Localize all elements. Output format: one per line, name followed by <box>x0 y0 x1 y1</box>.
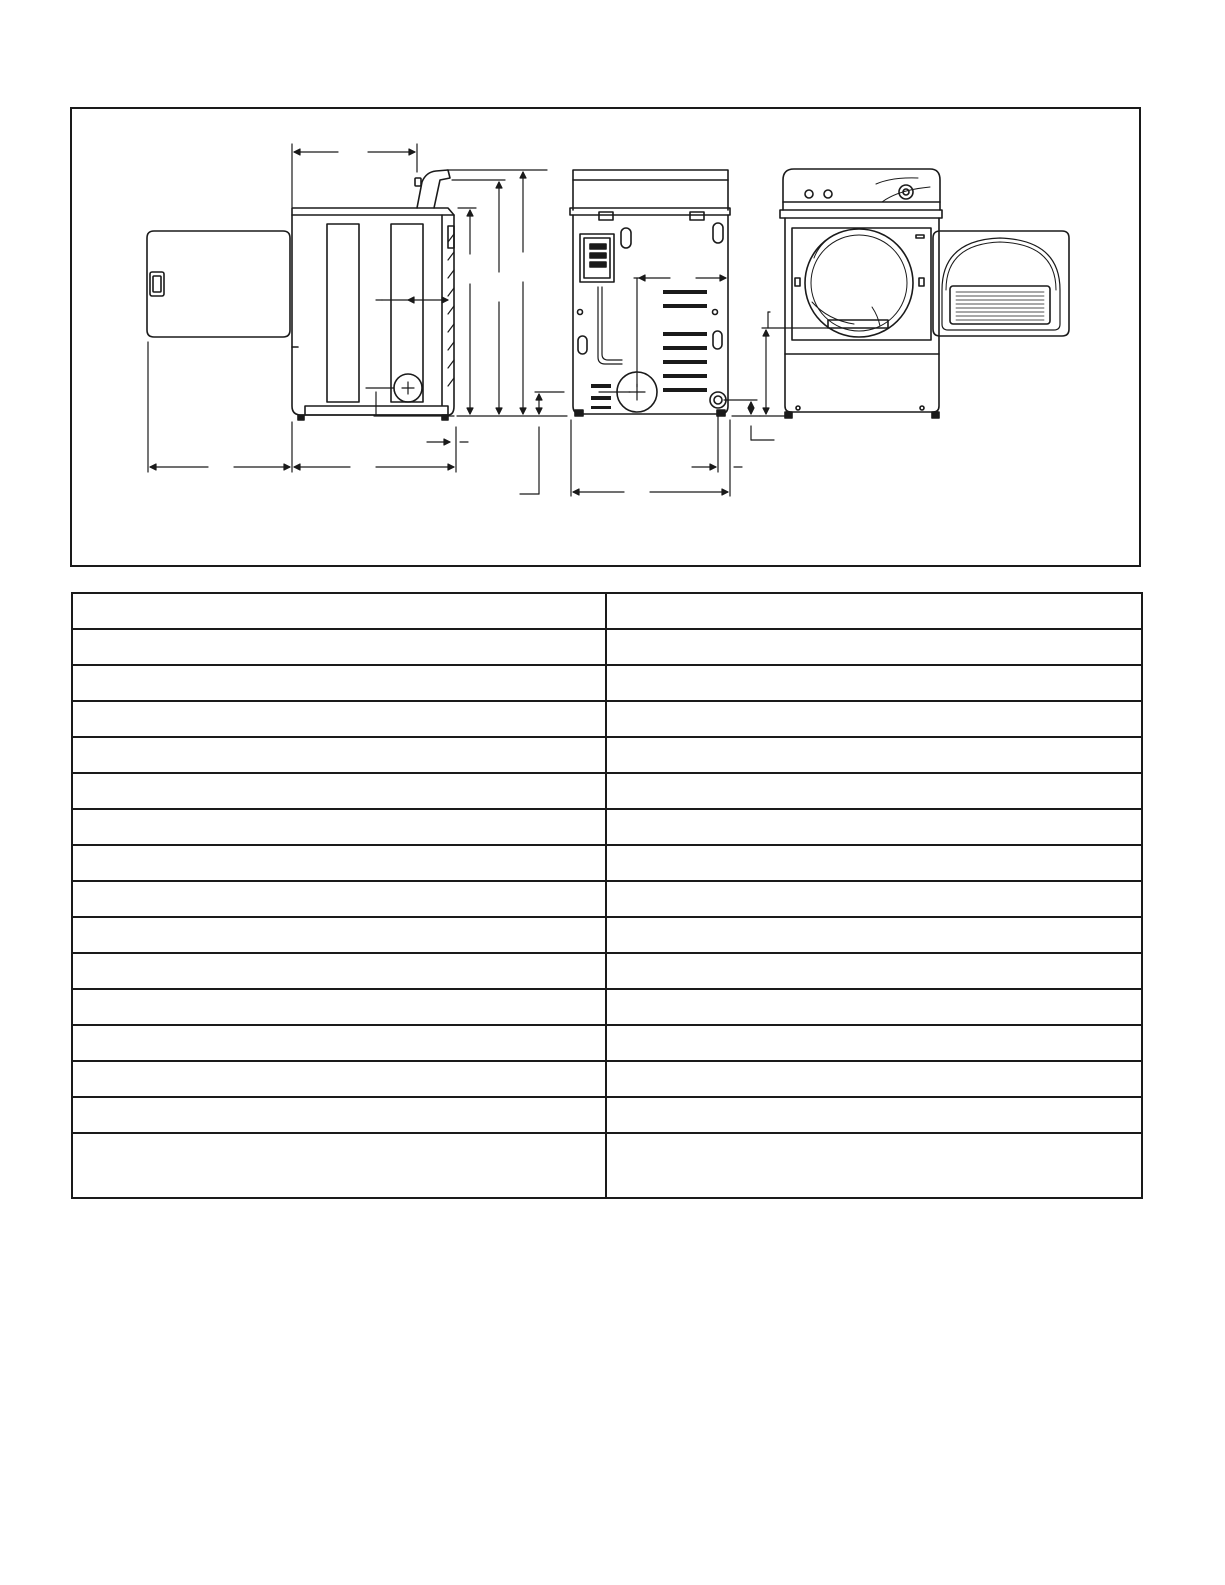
side-view <box>147 144 567 472</box>
table-row <box>72 773 1142 809</box>
table-cell-value <box>606 917 1142 953</box>
table-cell-label <box>72 629 606 665</box>
table-cell-value <box>606 629 1142 665</box>
table-cell-label <box>72 845 606 881</box>
dryer-dimension-drawing <box>72 109 1143 569</box>
table-cell-label <box>72 593 606 629</box>
table-row <box>72 1025 1142 1061</box>
table-cell-value <box>606 809 1142 845</box>
table-cell-value <box>606 989 1142 1025</box>
table-row <box>72 953 1142 989</box>
table-row <box>72 737 1142 773</box>
table-cell-value <box>606 1061 1142 1097</box>
table-cell-value <box>606 1097 1142 1133</box>
table-row <box>72 1133 1142 1198</box>
table-row <box>72 989 1142 1025</box>
dimension-diagram-frame <box>70 107 1141 567</box>
front-view <box>760 169 1069 418</box>
table-cell-value <box>606 1025 1142 1061</box>
table-cell-label <box>72 881 606 917</box>
table-cell-value <box>606 593 1142 629</box>
table-cell-value <box>606 773 1142 809</box>
table-cell-value <box>606 665 1142 701</box>
table-cell-label <box>72 1133 606 1198</box>
table-row <box>72 629 1142 665</box>
table-cell-value <box>606 953 1142 989</box>
table-cell-label <box>72 1061 606 1097</box>
table-row <box>72 845 1142 881</box>
table-cell-label <box>72 737 606 773</box>
table-cell-label <box>72 1025 606 1061</box>
table-cell-label <box>72 953 606 989</box>
table-row <box>72 917 1142 953</box>
table-row <box>72 701 1142 737</box>
rear-view <box>520 170 774 496</box>
table-row <box>72 881 1142 917</box>
table-row <box>72 1061 1142 1097</box>
table-cell-value <box>606 701 1142 737</box>
table-cell-label <box>72 701 606 737</box>
table-cell-value <box>606 881 1142 917</box>
table-cell-label <box>72 989 606 1025</box>
table-cell-value <box>606 737 1142 773</box>
table-cell-label <box>72 809 606 845</box>
table-cell-label <box>72 917 606 953</box>
table-row <box>72 809 1142 845</box>
table-cell-value <box>606 845 1142 881</box>
table-cell-label <box>72 773 606 809</box>
table-row <box>72 593 1142 629</box>
table-cell-label <box>72 665 606 701</box>
table-row <box>72 1097 1142 1133</box>
table-cell-label <box>72 1097 606 1133</box>
table-row <box>72 665 1142 701</box>
specification-table <box>71 592 1143 1199</box>
table-cell-value <box>606 1133 1142 1198</box>
